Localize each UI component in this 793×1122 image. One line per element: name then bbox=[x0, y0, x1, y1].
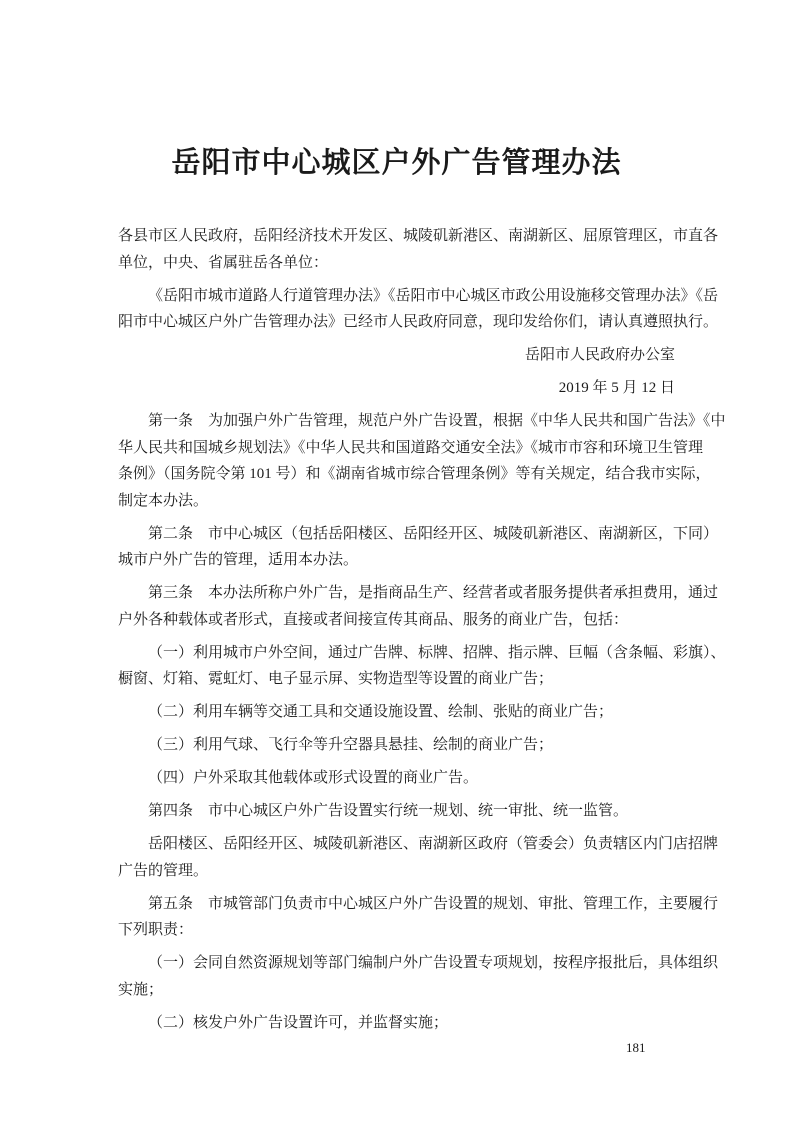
text-line: 岳阳市人民政府办公室 bbox=[524, 347, 675, 363]
page-number: 181 bbox=[626, 1040, 646, 1055]
paragraph bbox=[118, 521, 719, 574]
text-line: 第二条 市中心城区（包括岳阳楼区、岳阳经开区、城陵矶新港区、南湖新区，下同） bbox=[148, 525, 719, 542]
text-line: 制定本办法。 bbox=[118, 492, 209, 509]
paragraph bbox=[118, 223, 719, 276]
paragraph bbox=[118, 342, 675, 369]
text-line: （三）利用气球、飞行伞等升空器具悬挂、绘制的商业广告； bbox=[148, 737, 554, 753]
paragraph bbox=[118, 283, 719, 336]
paragraph bbox=[118, 375, 675, 402]
document-title: 岳阳市中心城区户外广告管理办法 bbox=[171, 147, 622, 179]
paragraph bbox=[118, 1010, 675, 1037]
paragraph bbox=[118, 798, 675, 825]
text-line: （二）利用车辆等交通工具和交通设施设置、绘制、张贴的商业广告； bbox=[148, 704, 614, 720]
text-line: 户外各种载体或者形式，直接或者间接宣传其商品、服务的商业广告，包括： bbox=[118, 611, 629, 628]
paragraph bbox=[118, 831, 719, 884]
text-line: 单位，中央、省属驻岳各单位： bbox=[118, 254, 329, 271]
text-line: 条例》（国务院令第 101 号）和《湖南省城市综合管理条例》等有关规定，结合我市实际， bbox=[118, 466, 711, 482]
text-line: 《岳阳市城市道路人行道管理办法》《岳阳市中心城区市政公用设施移交管理办法》《岳 bbox=[148, 287, 719, 304]
text-line: 华人民共和国城乡规划法》《中华人民共和国道路交通安全法》《城市市容和环境卫生管理 bbox=[118, 439, 704, 456]
text-line: 第四条 市中心城区户外广告设置实行统一规划、统一审批、统一监管。 bbox=[148, 803, 629, 819]
text-line: 城市户外广告的管理，适用本办法。 bbox=[118, 552, 359, 568]
text-line: 橱窗、灯箱、霓虹灯、电子显示屏、实物造型等设置的商业广告； bbox=[118, 671, 554, 687]
text-line: （四）户外采取其他载体或形式设置的商业广告。 bbox=[148, 770, 479, 786]
paragraph bbox=[118, 408, 726, 514]
document-body bbox=[118, 223, 726, 1043]
text-line: 阳市中心城区户外广告管理办法》已经市人民政府同意，现印发给你们，请认真遵照执行。 bbox=[118, 314, 719, 330]
paragraph bbox=[118, 950, 719, 1003]
paragraph bbox=[118, 580, 719, 633]
text-line: 岳阳楼区、岳阳经开区、城陵矶新港区、南湖新区政府（管委会）负责辖区内门店招牌 bbox=[148, 836, 719, 852]
text-line: 第三条 本办法所称户外广告，是指商品生产、经营者或者服务提供者承担费用，通过 bbox=[148, 585, 719, 601]
paragraph bbox=[118, 640, 726, 693]
text-line: 广告的管理。 bbox=[118, 862, 209, 879]
paragraph bbox=[118, 699, 675, 726]
text-line: （二）核发户外广告设置许可，并监督实施； bbox=[148, 1014, 449, 1031]
text-line: 2019 年 5 月 12 日 bbox=[558, 380, 675, 396]
text-line: （一）利用城市户外空间，通过广告牌、标牌、招牌、指示牌、巨幅（含条幅、彩旗）、 bbox=[148, 644, 726, 661]
paragraph bbox=[118, 765, 675, 792]
text-line: 第一条 为加强户外广告管理，规范户外广告设置，根据《中华人民共和国广告法》《中 bbox=[148, 413, 726, 429]
text-line: 下列职责： bbox=[118, 922, 194, 938]
paragraph bbox=[118, 732, 675, 759]
text-line: （一）会同自然资源规划等部门编制户外广告设置专项规划，按程序报批后，具体组织 bbox=[148, 955, 719, 971]
text-line: 第五条 市城管部门负责市中心城区户外广告设置的规划、审批、管理工作，主要履行 bbox=[148, 895, 719, 912]
text-line: 实施； bbox=[118, 981, 164, 998]
paragraph bbox=[118, 891, 719, 944]
text-line: 各县市区人民政府，岳阳经济技术开发区、城陵矶新港区、南湖新区、屈原管理区，市直各 bbox=[118, 228, 719, 244]
